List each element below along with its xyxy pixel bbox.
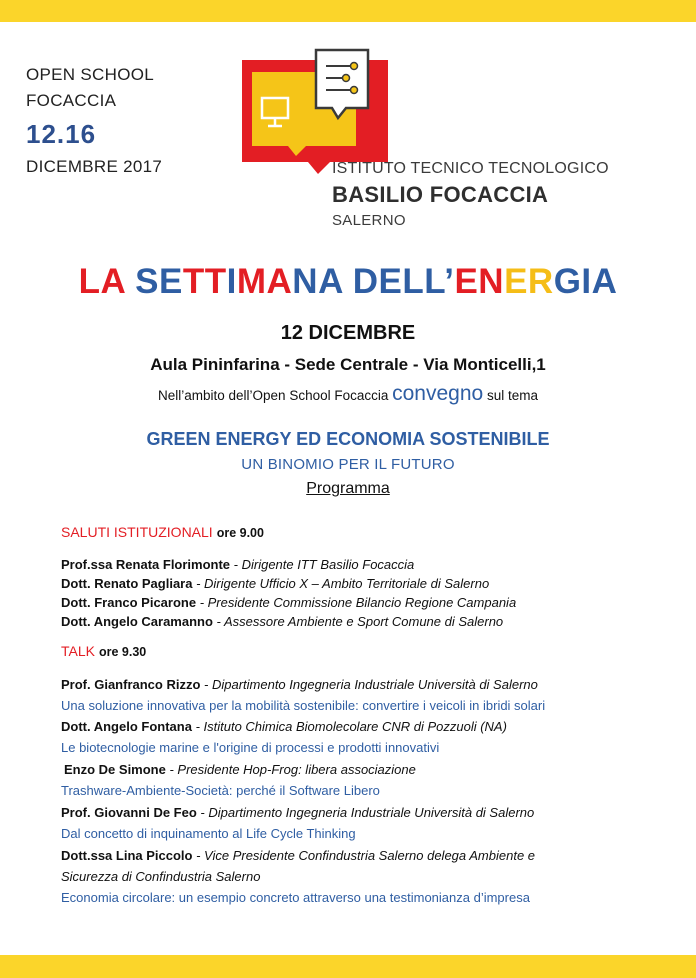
speaker-role: - Istituto Chimica Biomolecolare CNR di Pozzuoli (NA) bbox=[191, 719, 507, 734]
talk-title: Dal concetto di inquinamento al Life Cycle Thinking bbox=[61, 826, 356, 841]
person-role: - Dirigente ITT Basilio Focaccia bbox=[230, 557, 415, 572]
event-date: 12 DICEMBRE bbox=[280, 322, 416, 344]
list-item bbox=[61, 595, 516, 610]
list-item bbox=[61, 805, 534, 820]
headline-part: NA DELL’ bbox=[292, 262, 455, 301]
speaker-role: - Dipartimento Ingegneria Industriale Università di Salerno bbox=[196, 805, 535, 820]
talk-title: Trashware-Ambiente-Società: perché il Software Libero bbox=[61, 783, 380, 798]
list-item bbox=[61, 677, 538, 692]
intro-text bbox=[0, 382, 696, 406]
event-info bbox=[26, 62, 162, 180]
speaker-role: - Vice Presidente Confindustria Salerno delega Ambiente e bbox=[192, 848, 536, 863]
event-dates: 12.16 bbox=[26, 119, 97, 149]
headline-part: LA bbox=[78, 262, 136, 301]
school-logo-icon bbox=[238, 46, 408, 176]
school-line-1: ISTITUTO TECNICO TECNOLOGICO bbox=[332, 160, 609, 177]
event-line-1: OPEN SCHOOL bbox=[26, 65, 154, 84]
list-item bbox=[61, 576, 489, 591]
person-name: Prof.ssa Renata Florimonte bbox=[61, 557, 231, 572]
list-item bbox=[64, 762, 416, 777]
section-label: SALUTI ISTITUZIONALI bbox=[61, 524, 213, 540]
headline-part: I bbox=[226, 262, 237, 301]
speaker-role: Sicurezza di Confindustria Salerno bbox=[61, 869, 261, 884]
event-venue: Aula Pininfarina - Sede Centrale - Via Monticelli,1 bbox=[150, 355, 546, 374]
headline-part: EN bbox=[454, 262, 505, 301]
section-saluti bbox=[61, 524, 264, 540]
event-line-2: FOCACCIA bbox=[26, 91, 117, 110]
intro-after: sul tema bbox=[483, 388, 538, 403]
headline-part: ER bbox=[504, 262, 554, 301]
speaker-name: Dott. Angelo Fontana bbox=[61, 719, 192, 734]
speaker-name: Enzo De Simone bbox=[64, 762, 166, 777]
person-name: Dott. Franco Picarone bbox=[61, 595, 197, 610]
section-time: ore 9.30 bbox=[98, 645, 147, 659]
section-label: TALK bbox=[61, 643, 95, 659]
list-item bbox=[61, 719, 507, 734]
school-name bbox=[332, 158, 609, 232]
speaker-name: Prof. Gianfranco Rizzo bbox=[61, 677, 201, 692]
section-time: ore 9.00 bbox=[216, 526, 264, 540]
talk-title: Una soluzione innovativa per la mobilità sostenibile: convertire i veicoli in ibridi solari bbox=[61, 698, 546, 713]
speaker-role: - Dipartimento Ingegneria Industriale Università di Salerno bbox=[200, 677, 538, 692]
talk-title: Economia circolare: un esempio concreto attraverso una testimonianza d’impresa bbox=[61, 890, 530, 905]
list-item bbox=[61, 614, 503, 629]
intro-highlight: convegno bbox=[392, 382, 484, 405]
person-role: - Presidente Commissione Bilancio Regione Campania bbox=[196, 595, 517, 610]
bottom-yellow-band bbox=[0, 955, 696, 978]
topic-subtitle: UN BINOMIO PER IL FUTURO bbox=[241, 456, 455, 473]
speaker-role: - Presidente Hop-Frog: libera associazione bbox=[165, 762, 416, 777]
speaker-role-continued bbox=[61, 869, 260, 884]
headline-part: SE bbox=[135, 262, 183, 301]
person-role: - Assessore Ambiente e Sport Comune di Salerno bbox=[212, 614, 504, 629]
person-role: - Dirigente Ufficio X – Ambito Territoriale di Salerno bbox=[192, 576, 490, 591]
speaker-name: Prof. Giovanni De Feo bbox=[61, 805, 197, 820]
school-line-2: BASILIO FOCACCIA bbox=[332, 182, 549, 207]
person-name: Dott. Renato Pagliara bbox=[61, 576, 193, 591]
section-talk bbox=[61, 643, 146, 659]
list-item bbox=[61, 848, 535, 863]
intro-before: Nell’ambito dell’Open School Focaccia bbox=[158, 388, 393, 403]
headline bbox=[0, 262, 696, 302]
headline-part: GIA bbox=[553, 262, 618, 301]
talk-title: Le biotecnologie marine e l'origine di processi e prodotti innovativi bbox=[61, 740, 440, 755]
school-line-3: SALERNO bbox=[332, 212, 406, 229]
topic-title: GREEN ENERGY ED ECONOMIA SOSTENIBILE bbox=[146, 429, 550, 449]
top-yellow-band bbox=[0, 0, 696, 22]
headline-part: TT bbox=[182, 262, 227, 301]
person-name: Dott. Angelo Caramanno bbox=[61, 614, 213, 629]
speaker-name: Dott.ssa Lina Piccolo bbox=[61, 848, 193, 863]
program-heading: Programma bbox=[306, 480, 390, 497]
headline-part: MA bbox=[236, 262, 293, 301]
event-line-3: DICEMBRE 2017 bbox=[26, 157, 163, 176]
list-item bbox=[61, 557, 414, 572]
